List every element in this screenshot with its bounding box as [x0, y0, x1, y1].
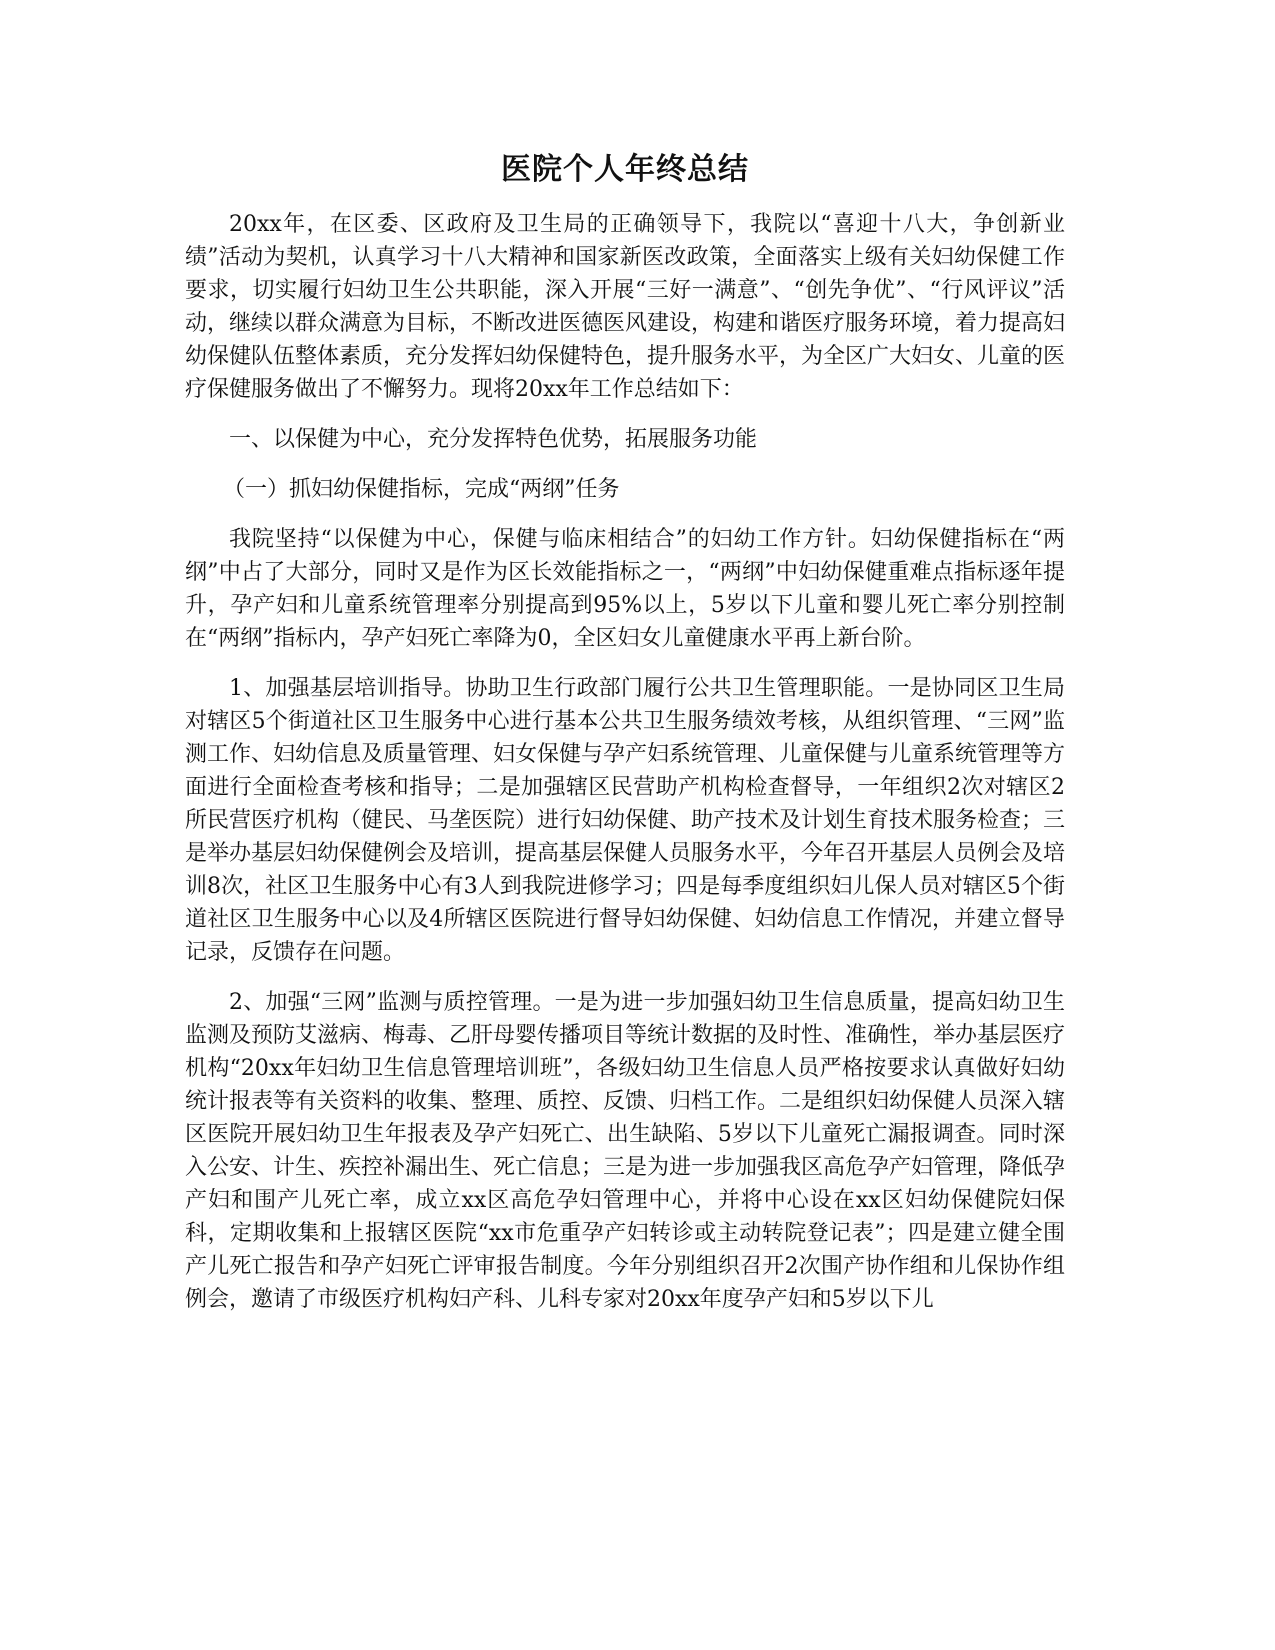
- section-heading: 一、以保健为中心，充分发挥特色优势，拓展服务功能: [229, 427, 758, 452]
- document-page: [185, 140, 1065, 1333]
- item-paragraph-2: 2、加强“三网”监测与质控管理。一是为进一步加强妇幼卫生信息质量，提高妇幼卫生监测及预防艾滋病、梅毒、乙肝母婴传播项目等统计数据的及时性、准确性，举办基层医疗机构“20xx年妇幼卫生信息管理培训班”，各级妇幼卫生信息人员严格按要求认真做好妇幼统计报表等有关资料的收集、整理、质控、反馈、归档工作。二是组织妇幼保健人员深入辖区医院开展妇幼卫生年报表及孕产妇死亡、出生缺陷、5岁以下儿童死亡漏报调查。同时深入公安、计生、疾控补漏出生、死亡信息；三是为进一步加强我区高危孕产妇管理，降低孕产妇和围产儿死亡率，成立xx区高危孕妇管理中心，并将中心设在xx区妇幼保健院妇保科，定期收集和上报辖区医院“xx市危重孕产妇转诊或主动转院登记表”；四是建立健全围产儿死亡报告和孕产妇死亡评审报告制度。今年分别组织召开2次围产协作组和儿保协作组例会，邀请了市级医疗机构妇产科、儿科专家对20xx年度孕产妇和5岁以下儿: [185, 990, 1066, 1312]
- item-paragraph-1: 1、加强基层培训指导。协助卫生行政部门履行公共卫生管理职能。一是协同区卫生局对辖区5个街道社区卫生服务中心进行基本公共卫生服务绩效考核，从组织管理、“三网”监测工作、妇幼信息及质量管理、妇女保健与孕产妇系统管理、儿童保健与儿童系统管理等方面进行全面检查考核和指导；二是加强辖区民营助产机构检查督导，一年组织2次对辖区2所民营医疗机构（健民、马垄医院）进行妇幼保健、助产技术及计划生育技术服务检查；三是举办基层妇幼保健例会及培训，提高基层保健人员服务水平，今年召开基层人员例会及培训8次，社区卫生服务中心有3人到我院进修学习；四是每季度组织妇儿保人员对辖区5个街道社区卫生服务中心以及4所辖区医院进行督导妇幼保健、妇幼信息工作情况，并建立督导记录，反馈存在问题。: [185, 676, 1066, 965]
- subsection-paragraph: 我院坚持“以保健为中心，保健与临床相结合”的妇幼工作方针。妇幼保健指标在“两纲”中占了大部分，同时又是作为区长效能指标之一，“两纲”中妇幼保健重难点指标逐年提升，孕产妇和儿童系统管理率分别提高到95%以上，5岁以下儿童和婴儿死亡率分别控制在“两纲”指标内，孕产妇死亡率降为0，全区妇女儿童健康水平再上新台阶。: [185, 527, 1065, 651]
- subsection-heading: （一）抓妇幼保健指标，完成“两纲”任务: [223, 477, 620, 502]
- intro-paragraph: 20xx年，在区委、区政府及卫生局的正确领导下，我院以“喜迎十八大，争创新业绩”活动为契机，认真学习十八大精神和国家新医改政策，全面落实上级有关妇幼保健工作要求，切实履行妇幼卫生公共职能，深入开展“三好一满意”、“创先争优”、“行风评议”活动，继续以群众满意为目标，不断改进医德医风建设，构建和谐医疗服务环境，着力提高妇幼保健队伍整体素质，充分发挥妇幼保健特色，提升服务水平，为全区广大妇女、儿童的医疗保健服务做出了不懈努力。现将20xx年工作总结如下：: [185, 212, 1066, 402]
- page-title: 医院个人年终总结: [501, 152, 749, 187]
